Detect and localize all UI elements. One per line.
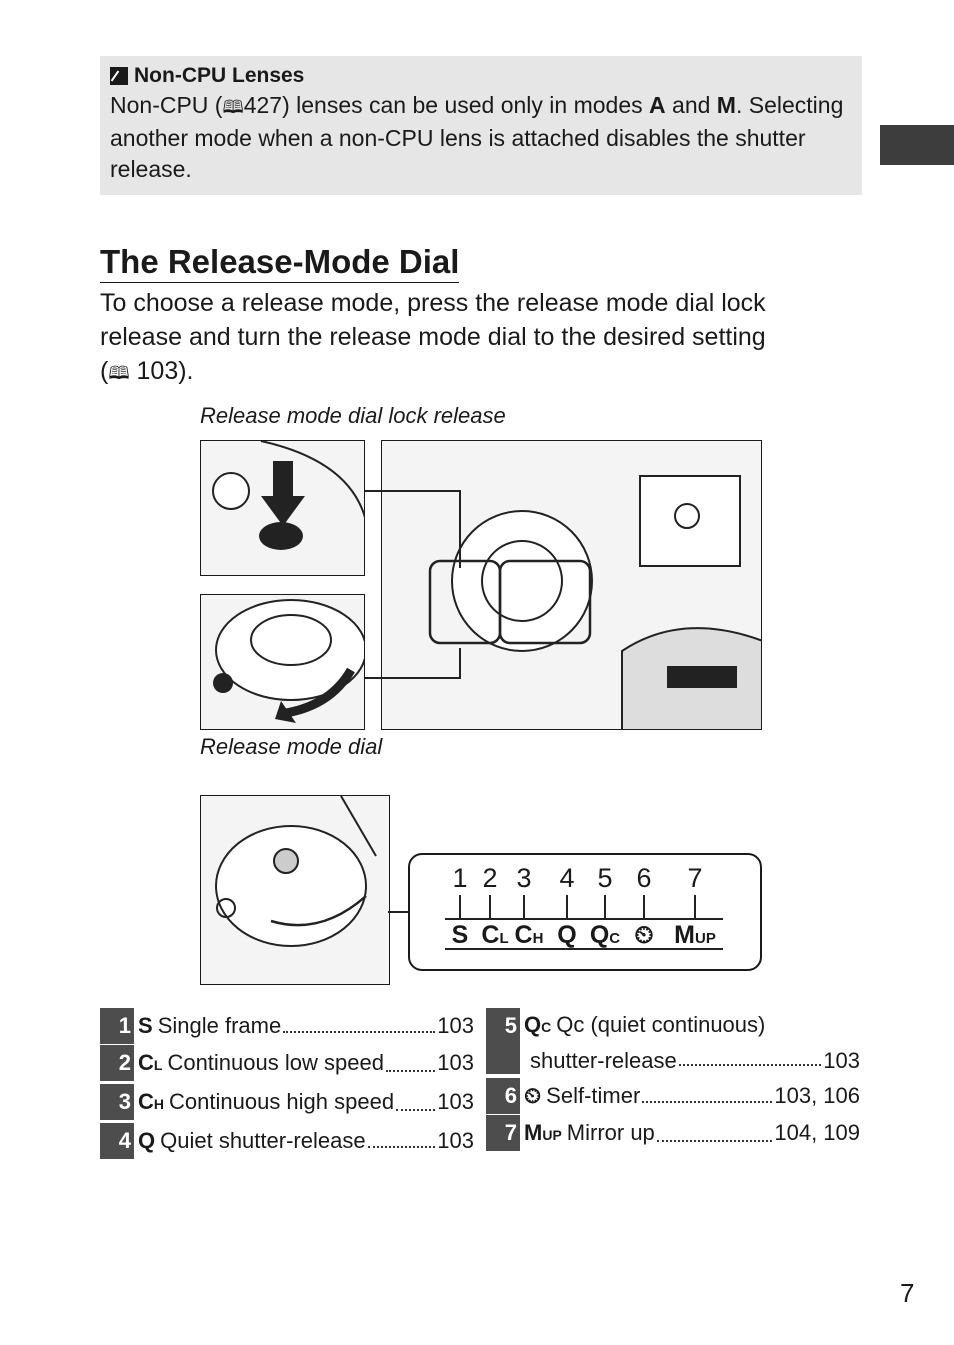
mode-symbol-sub: C [541,1019,552,1035]
diagram-symbol-sub: C [609,930,621,947]
leader-dots [283,1008,435,1033]
lock-release-illustration [200,440,365,576]
mode-row [100,1008,474,1044]
mode-page-ref: 103, 106 [774,1083,860,1108]
mode-symbol-main: ⏲ [524,1083,542,1108]
section-tab [880,125,954,165]
mode-page-ref: 103 [437,1050,474,1075]
mode-line [524,1078,860,1114]
mode-symbol-main: Q [524,1012,542,1037]
note-text: Non-CPU ( [110,92,223,118]
note-line-1 [110,90,852,123]
leader-dots [386,1045,435,1072]
diagram-symbol-main: Q [557,921,577,949]
mode-line [524,1008,860,1044]
mode-body [138,1045,474,1083]
note-suffix: . Selecting [735,92,844,118]
leader-dots [396,1084,435,1111]
book-icon: 🕮 [108,363,130,383]
diagram-symbol-sub: UP [694,930,716,947]
mode-row [486,1078,860,1114]
diagram-number: 4 [559,863,575,893]
modes-table-right [486,1008,860,1154]
mode-label: Qc (quiet continuous) [556,1012,766,1037]
note-line-3: release. [110,156,192,182]
lock-release-drawing [201,441,365,576]
mode-symbol [524,1115,562,1153]
dial-markings-drawing [201,796,390,985]
diagram-symbol-main: C [514,921,533,949]
page-number: 7 [900,1278,915,1308]
mode-symbol-sub: H [153,1096,165,1112]
mode-number: 2 [100,1045,134,1081]
diagram-number: 7 [687,863,703,893]
mode-line [138,1123,474,1159]
mode-number: 1 [100,1008,134,1044]
intro-line-3 [100,354,840,390]
mode-label: Continuous high speed [169,1089,395,1114]
diagram-symbol [674,921,716,950]
mode-symbol [138,1008,153,1044]
diagram-number: 2 [482,863,498,893]
mode-row [100,1084,474,1122]
connector-lines [365,488,465,688]
diagram-symbol [634,921,654,950]
mode-body [138,1123,474,1159]
mode-row [100,1123,474,1159]
mode-symbol-main: Q [138,1128,156,1153]
note-box [100,56,862,195]
mode-number: 5 [486,1008,520,1074]
diagram-symbol [481,921,508,950]
note-title: Non-CPU Lenses [134,64,305,87]
mode-label: Single frame [157,1013,282,1038]
mode-page-ref: 103 [437,1128,474,1153]
leader-dots [657,1115,773,1142]
diagram-number: 3 [516,863,532,893]
mode-symbol-main: C [138,1089,154,1114]
mode-symbol [524,1008,551,1044]
mode-line [524,1115,860,1153]
mode-a-label: A [649,92,666,118]
diagram-number: 1 [452,863,468,893]
mode-line [138,1008,474,1044]
leader-dots [642,1078,772,1103]
note-title-row [110,64,852,88]
mode-body [524,1008,860,1077]
mode-label-2: shutter-release [530,1048,677,1073]
mode-row [486,1115,860,1153]
mode-page-ref: 103 [823,1048,860,1073]
mode-row [486,1008,860,1077]
mode-line [138,1084,474,1122]
diagram-symbol [557,921,576,950]
leader-dots [368,1123,436,1148]
mode-label: Self-timer [546,1083,641,1108]
mode-line [138,1045,474,1083]
mode-page-ref: 103 [437,1089,474,1114]
mode-number: 4 [100,1123,134,1159]
diagram-symbol-main: ⏲ [634,921,654,949]
mode-body [524,1078,860,1114]
diagram-symbol-main: M [674,921,695,949]
mode-label: Quiet shutter-release [160,1128,366,1153]
diagram-symbol-main: C [481,921,500,949]
caption-lock-release: Release mode dial lock release [200,403,506,428]
book-icon: 🕮 [222,97,244,117]
page-title: The Release-Mode Dial [100,242,459,283]
mode-symbol [138,1084,164,1122]
mode-symbol [524,1078,541,1114]
modes-table-left [100,1008,474,1160]
intro-paragraph [100,286,840,390]
release-mode-diagram [408,853,762,971]
mode-line-2 [524,1044,860,1077]
diagram-symbol-main: S [451,921,469,949]
diagram-number: 6 [636,863,652,893]
pencil-icon [110,67,128,85]
dial-closeup-drawing [201,595,365,730]
intro-line-2: release and turn the release mode dial to the desired setting [100,323,766,351]
mode-symbol-main: C [138,1050,154,1075]
mode-number: 7 [486,1115,520,1151]
dial-closeup-illustration [200,594,365,730]
diagram-layer [410,855,760,969]
diagram-symbol [515,921,544,950]
mode-body [138,1008,474,1044]
mode-row [100,1045,474,1083]
note-ref: 427) lenses can be used only in modes [243,92,650,118]
diagram-symbol [590,921,620,950]
dial-markings-illustration [200,795,390,985]
mode-page-ref: 104, 109 [774,1120,860,1145]
mode-label: Mirror up [566,1120,655,1145]
mode-body [138,1084,474,1122]
mode-m-label: M [716,92,736,118]
intro-ref: 103). [129,357,194,385]
note-line-2: another mode when a non-CPU lens is attached disables the shutter [110,125,806,151]
intro-paren: ( [100,357,109,385]
diagram-number: 5 [597,863,613,893]
diagram-symbol-sub: H [532,930,544,947]
caption-dial: Release mode dial [200,734,383,759]
mode-number: 6 [486,1078,520,1114]
leader-dots [679,1044,822,1066]
mode-symbol-main: S [138,1013,153,1038]
diagram-symbol-main: Q [589,921,610,949]
note-and: and [665,92,717,118]
intro-line-1: To choose a release mode, press the release mode dial lock [100,289,766,317]
mode-symbol [138,1045,162,1083]
mode-label: Continuous low speed [167,1050,384,1075]
mode-number: 3 [100,1084,134,1120]
mode-symbol-main: M [524,1120,543,1145]
mode-body [524,1115,860,1153]
mode-symbol [138,1123,155,1159]
mode-symbol-sub: UP [542,1127,562,1143]
mode-page-ref: 103 [437,1013,474,1038]
note-body [110,90,852,185]
mode-symbol-sub: L [153,1057,163,1073]
diagram-symbol-sub: L [499,930,509,947]
diagram-symbol [452,921,469,950]
